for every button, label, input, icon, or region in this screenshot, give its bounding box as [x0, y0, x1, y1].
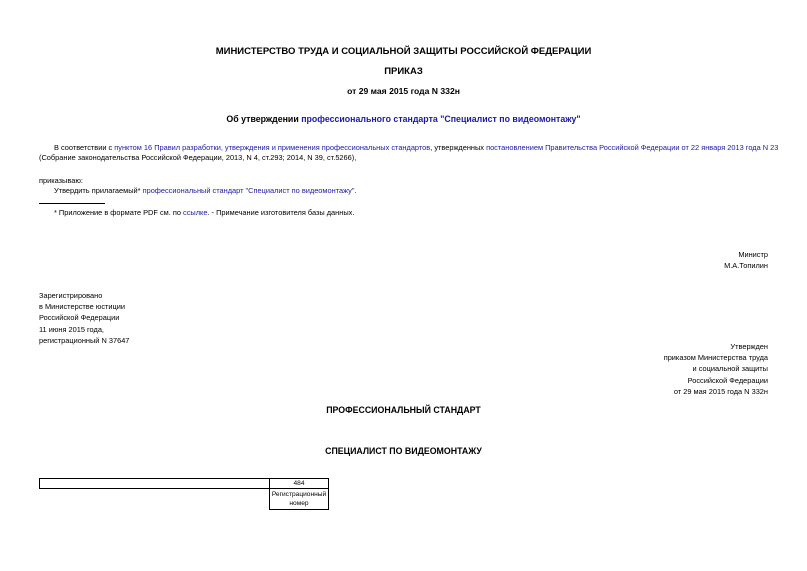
order-title-link[interactable]: профессионального стандарта "Специалист по видеомонтажу": [301, 114, 581, 124]
order-title-prefix: Об утверждении: [226, 114, 302, 124]
footnote-text-1: * Приложение в формате PDF см. по: [54, 208, 183, 217]
approved-line: и социальной защиты: [692, 364, 768, 374]
footnote-text-2: . - Примечание изготовителя базы данных.: [207, 208, 355, 217]
doc-date-number: от 29 мая 2015 года N 332н: [347, 86, 460, 96]
ministry-heading: МИНИСТЕРСТВО ТРУДА И СОЦИАЛЬНОЙ ЗАЩИТЫ РОССИЙСКОЙ ФЕДЕРАЦИИ: [215, 46, 592, 57]
order-title: [0, 114, 807, 124]
approve-end: .: [354, 186, 357, 195]
approved-block: [568, 341, 768, 397]
preamble-line-2: (Собрание законодательства Российской Федерации, 2013, N 4, ст.293; 2014, N 39, ст.5266),: [39, 153, 357, 162]
registration-number-label: [270, 489, 329, 510]
label-line-2: номер: [289, 500, 309, 507]
preamble-line-1: [39, 143, 779, 153]
registration-line: регистрационный N 37647: [39, 335, 130, 345]
preamble-text-1: В соответствии с: [54, 143, 115, 152]
footnote-separator: [39, 203, 105, 204]
registration-line: 11 июня 2015 года,: [39, 324, 104, 334]
signature-position: Министр: [738, 250, 768, 259]
approved-line: приказом Министерства труда: [663, 353, 768, 363]
approved-line: от 29 мая 2015 года N 332н: [673, 386, 768, 396]
approved-line: Утвержден: [730, 342, 768, 351]
standard-name: СПЕЦИАЛИСТ ПО ВИДЕОМОНТАЖУ: [325, 446, 482, 456]
footnote: [54, 208, 354, 218]
registration-number-table: [39, 478, 329, 510]
doc-type-heading: ПРИКАЗ: [384, 66, 423, 77]
registration-block: [39, 290, 129, 346]
approved-line: Российской Федерации: [687, 375, 768, 385]
prikazyvayu-text: приказываю:: [39, 176, 83, 185]
standard-link[interactable]: профессиональный стандарт "Специалист по видеомонтажу": [142, 186, 355, 195]
registration-line: Зарегистрировано: [39, 291, 103, 300]
table-row: [40, 489, 329, 510]
approve-text: Утвердить прилагаемый*: [54, 186, 143, 195]
table-cell-blank: [40, 489, 270, 510]
approve-line: [54, 186, 357, 196]
standard-heading: ПРОФЕССИОНАЛЬНЫЙ СТАНДАРТ: [326, 405, 481, 415]
registration-line: в Министерстве юстиции: [39, 302, 126, 312]
preamble-text-2: , утвержденных: [430, 143, 487, 152]
government-decree-link[interactable]: постановлением Правительства Российской Федерации от 22 января 2013 года N 23: [486, 143, 779, 152]
preamble: [39, 143, 779, 163]
table-cell-empty: [40, 479, 270, 489]
pdf-link[interactable]: ссылке: [183, 208, 208, 217]
label-line-1: Регистрационный: [271, 491, 327, 498]
registration-number-value: 484: [270, 479, 329, 489]
rules-link[interactable]: пунктом 16 Правил разработки, утверждения и применения профессиональных стандартов: [114, 143, 431, 152]
table-row: [40, 479, 329, 489]
signature-name: М.А.Топилин: [724, 261, 768, 270]
registration-line: Российской Федерации: [39, 313, 120, 323]
